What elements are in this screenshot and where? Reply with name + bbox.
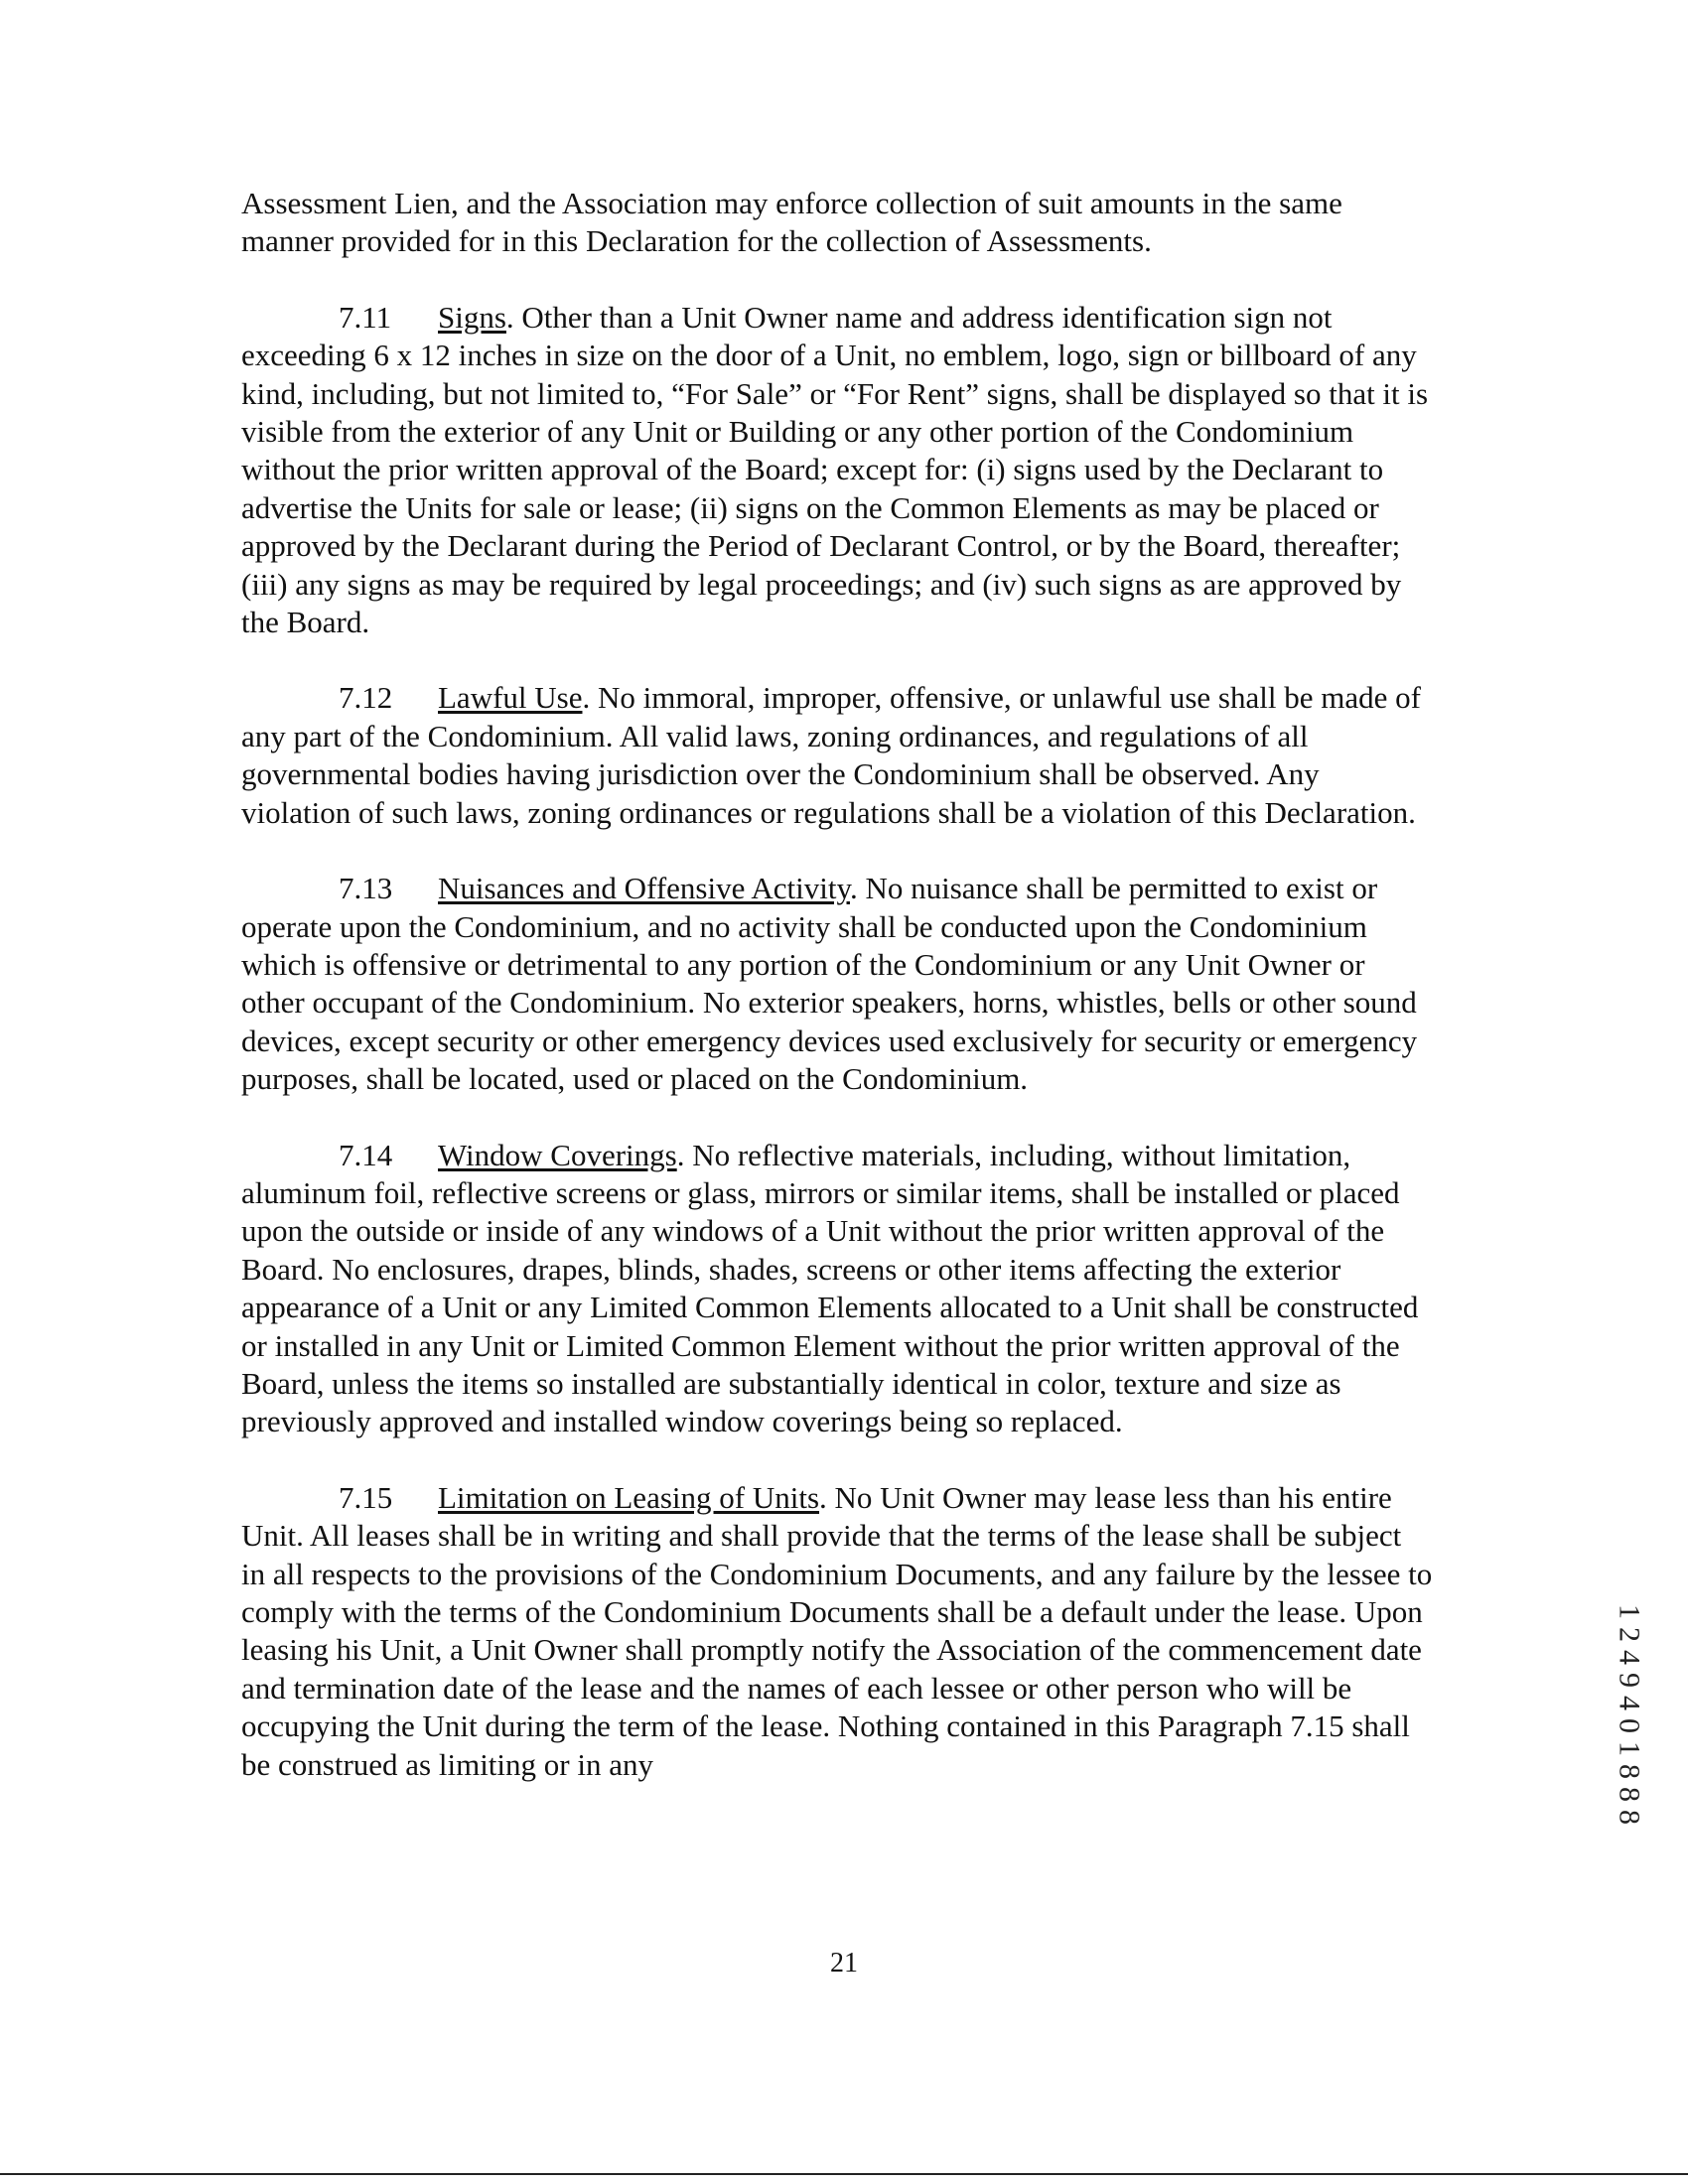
document-body [241,185,1433,1822]
page-number: 21 [830,1948,858,1979]
section-7-11 [241,299,1433,642]
section-body: . No reflective materials, including, without limitation, aluminum foil, reflective screens or glass, mirrors or similar items, shall be installed or placed upon the outside or inside of any windows of a Unit without the prior written approval of the Board. No enclosures, drapes, blinds, shades, screens or other items affecting the exterior appearance of a Unit or any Limited Common Elements allocated to a Unit shall be constructed or installed in any Unit or Limited Common Element without the prior written approval of the Board, unless the items so installed are substantially identical in color, texture and size as previously approved and installed window coverings being so replaced. [241,1137,1419,1439]
stamp-digit: 8 [1613,1787,1646,1802]
section-heading: Limitation on Leasing of Units [438,1479,820,1515]
stamp-digit: 1 [1613,1604,1646,1619]
stamp-digit: 8 [1613,1764,1646,1779]
section-number: 7.14 [339,1137,393,1172]
section-body: . No nuisance shall be permitted to exist or operate upon the Condominium, and no activity shall be conducted upon the Condominium which is offensive or detrimental to any portion of the Condominium or any Unit Owner or other occupant of the Condominium. No exterior speakers, horns, whistles, bells or other sound devices, except security or other emergency devices used exclusively for security or emergency purposes, shall be located, used or placed on the Condominium. [241,871,1418,1097]
section-number: 7.15 [339,1479,393,1515]
bottom-scan-edge [0,2173,1688,2175]
stamp-digit: 4 [1613,1696,1646,1710]
stamp-digit: 0 [1613,1718,1646,1733]
section-heading: Signs [438,299,506,335]
stamp-digit: 9 [1613,1673,1646,1688]
section-heading: Nuisances and Offensive Activity [438,871,850,906]
side-stamp [1615,1600,1644,1829]
stamp-digit: 1 [1613,1741,1646,1756]
section-number: 7.13 [339,871,393,906]
section-body: . No Unit Owner may lease less than his entire Unit. All leases shall be in writing and shall provide that the terms of the lease shall be subject in all respects to the provisions of the Condominium Documents, and any failure by the lessee to comply with the terms of the Condominium Documents shall be a default under the lease. Upon leasing his Unit, a Unit Owner shall promptly notify the Association of the commencement date and termination date of the lease and the names of each lessee or other person who will be occupying the Unit during the term of the lease. Nothing contained in this Paragraph 7.15 shall be construed as limiting or in any [241,1479,1433,1782]
section-7-12 [241,679,1433,832]
section-number: 7.12 [339,680,393,716]
stamp-digit: 4 [1613,1650,1646,1665]
section-7-15 [241,1479,1433,1784]
section-number: 7.11 [339,299,392,335]
section-heading: Lawful Use [438,680,583,716]
stamp-digit: 2 [1613,1627,1646,1642]
section-body: . No immoral, improper, offensive, or unlawful use shall be made of any part of the Condominium. All valid laws, zoning ordinances, and regulations of all governmental bodies having jurisdiction over the Condominium shall be observed. Any violation of such laws, zoning ordinances or regulations shall be a violation of this Declaration. [241,680,1421,830]
section-heading: Window Coverings [438,1137,677,1172]
continuation-paragraph: Assessment Lien, and the Association may enforce collection of suit amounts in the same manner provided for in this Declaration for the collection of Assessments. [241,186,1342,259]
section-body: . Other than a Unit Owner name and address identification sign not exceeding 6 x 12 inches in size on the door of a Unit, no emblem, logo, sign or billboard of any kind, including, but not limited to, “For Sale” or “For Rent” signs, shall be displayed so that it is visible from the exterior of any Unit or Building or any other portion of the Condominium without the prior written approval of the Board; except for: (i) signs used by the Declarant to advertise the Units for sale or lease; (ii) signs on the Common Elements as may be placed or approved by the Declarant during the Period of Declarant Control, or by the Board, thereafter; (iii) any signs as may be required by legal proceedings; and (iv) such signs as are approved by the Board. [241,299,1429,640]
section-7-13 [241,870,1433,1098]
stamp-digit: 8 [1613,1810,1646,1825]
section-7-14 [241,1137,1433,1441]
